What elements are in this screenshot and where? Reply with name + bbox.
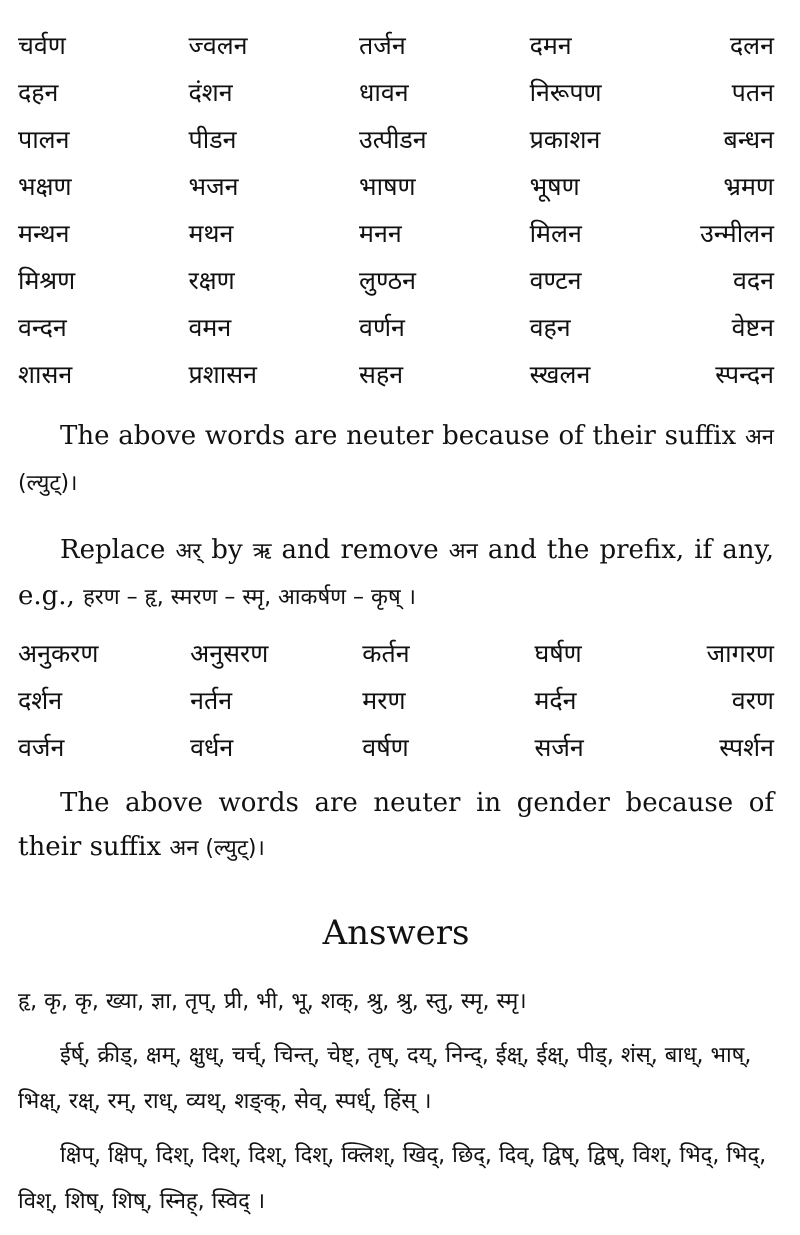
word-cell: वण्टन [529, 266, 582, 295]
instruction-paragraph [18, 528, 774, 620]
word-cell: कर्तन [362, 639, 410, 668]
word-cell: पीडन [188, 125, 237, 154]
instruction-text-3: and remove [271, 535, 449, 565]
explanation-paragraph-2 [18, 781, 774, 871]
word-cell: वहन [529, 313, 571, 342]
word-cell: बन्धन [723, 125, 774, 154]
word-cell: वमन [188, 313, 232, 342]
word-cell: स्खलन [529, 360, 591, 389]
suffix-text: अन (ल्युट्)। [18, 425, 774, 496]
word-cell: सर्जन [534, 733, 584, 762]
word-cell: भक्षण [18, 172, 72, 201]
instruction-devanagari-3: अन [448, 539, 478, 564]
word-cell: पतन [731, 78, 774, 107]
answers-heading: Answers [322, 913, 470, 953]
instruction-examples: हरण – हृ, स्मरण – स्मृ, आकर्षण – कृष् । [83, 585, 416, 610]
word-cell: लुण्ठन [359, 266, 416, 295]
suffix-text: अन (ल्युट्)। [169, 836, 265, 861]
word-cell: सहन [359, 360, 404, 389]
word-cell: अनुकरण [18, 639, 99, 668]
word-cell: चर्वण [18, 31, 66, 60]
word-cell: धावन [359, 78, 409, 107]
instruction-devanagari-1: अर् [175, 539, 202, 564]
explanation-text: The above words are neuter in gender because of their suffix [18, 788, 774, 862]
word-cell: दंशन [188, 78, 233, 107]
explanation-paragraph-1 [18, 414, 774, 506]
word-cell: जागरण [706, 639, 774, 668]
word-cell: मनन [359, 219, 402, 248]
word-cell: शासन [18, 360, 73, 389]
word-cell: उन्मीलन [700, 219, 774, 248]
word-cell: पालन [18, 125, 70, 154]
word-grid-neuter [18, 22, 774, 398]
word-cell: ज्वलन [188, 31, 248, 60]
word-cell: मन्थन [18, 219, 70, 248]
word-cell: स्पर्शन [719, 733, 774, 762]
instruction-text-2: by [201, 535, 253, 565]
word-cell: मरण [362, 686, 406, 715]
word-cell: वेष्टन [731, 313, 774, 342]
word-cell: भाषण [359, 172, 416, 201]
word-cell: निरूपण [529, 78, 602, 107]
instruction-devanagari-2: ऋ [252, 539, 272, 564]
word-cell: दहन [18, 78, 59, 107]
textbook-page [0, 22, 800, 1235]
word-cell: दलन [729, 31, 774, 60]
word-cell: रक्षण [188, 266, 235, 295]
answer-line-1: हृ, कृ, कृ, ख्या, ज्ञा, तृप्, प्री, भी, भू, शक्, श्रु, श्रु, स्तु, स्मृ, स्मृ। [18, 989, 527, 1014]
word-cell: प्रकाशन [529, 125, 601, 154]
word-cell: वर्जन [18, 733, 65, 762]
word-cell: घर्षण [534, 639, 582, 668]
word-cell: तर्जन [359, 31, 406, 60]
word-cell: भजन [188, 172, 239, 201]
word-cell: दमन [529, 31, 572, 60]
word-cell: वर्धन [190, 733, 234, 762]
word-cell: दर्शन [18, 686, 63, 715]
word-cell: अनुसरण [190, 639, 269, 668]
word-cell: वरण [731, 686, 774, 715]
answer-line-3: क्षिप्, क्षिप्, दिश्, दिश्, दिश्, दिश्, क्लिश्, खिद्, छिद्, दिव्, द्विष्, द्विष्, विश्, भिद्, भिद्, विश्, शिष्, शिष्, स्निह्, स्विद् । [18, 1143, 767, 1214]
word-cell: मर्दन [534, 686, 577, 715]
answer-line-2: ईर्ष्, क्रीड्, क्षम्, क्षुध्, चर्च्, चिन्त्, चेष्ट्, तृष्, दय्, निन्द्, ईक्ष्, ईक्ष्, पीड्, शंस्, बाध्, भाष्, भिक्ष्, रक्ष्, रम्, राध्, व्यथ्, शङ्क्, सेव्, स्पर्ध्, हिंस् । [18, 1043, 752, 1114]
word-cell: मिलन [529, 219, 582, 248]
word-cell: मथन [188, 219, 234, 248]
word-cell: वर्णन [359, 313, 405, 342]
word-cell: वर्षण [362, 733, 409, 762]
word-cell: भ्रमण [723, 172, 774, 201]
instruction-text-1: Replace [60, 535, 176, 565]
word-cell: वन्दन [18, 313, 67, 342]
explanation-text: The above words are neuter because of their suffix [60, 421, 745, 451]
word-grid-exercise [18, 630, 774, 771]
word-cell: वदन [732, 266, 774, 295]
word-cell: भूषण [529, 172, 580, 201]
word-cell: मिश्रण [18, 266, 76, 295]
instruction-text-4: and the prefix, if any, e.g., [18, 535, 774, 611]
word-cell: नर्तन [190, 686, 233, 715]
word-cell: उत्पीडन [359, 125, 427, 154]
word-cell: प्रशासन [188, 360, 257, 389]
word-cell: स्पन्दन [715, 360, 774, 389]
